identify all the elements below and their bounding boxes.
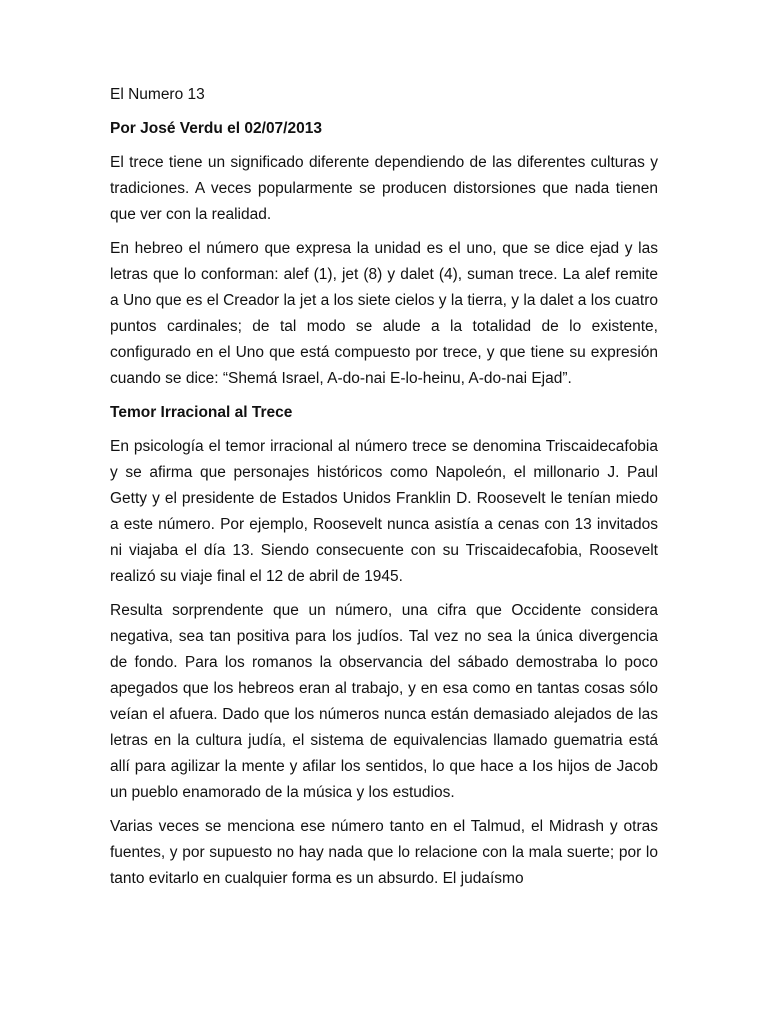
document-title: El Numero 13 <box>110 86 205 103</box>
paragraph-surprising: Resulta sorprendente que un número, una cifra que Occidente considera negativa, sea tan positiva para los judíos. Tal vez no sea la única divergencia de fondo. Para los romanos la observancia del sábado demostraba lo poco apegados que los hebreos eran al trabajo, y en esa como en tantas cosas sólo veían el afuera. Dado que los números nunca están demasiado alejados de las letras en la cultura judía, el sistema de equivalencias llamado guematria está allí para agilizar la mente y afilar los sentidos, lo que hace a Ios hijos de Jacob un pueblo enamorado de la música y los estudios. <box>110 602 658 801</box>
document-byline: Por José Verdu el 02/07/2013 <box>110 120 322 137</box>
document-page <box>110 82 658 900</box>
paragraph-hebrew-meaning: En hebreo el número que expresa la unidad es el uno, que se dice ejad y las letras que lo conforman: alef (1), jet (8) y dalet (4), suman trece. La alef remite a Uno que es el Creador la jet a los siete cielos y la tierra, y la dalet a los cuatro puntos cardinales; de tal modo se alude a la totalidad de lo existente, configurado en el Uno que está compuesto por trece, y que tiene su expresión cuando se dice: “Shemá Israel, A-do-nai E-lo-heinu, A-do-nai Ejad”. <box>110 240 658 387</box>
paragraph-intro: El trece tiene un significado diferente dependiendo de las diferentes culturas y tradiciones. A veces popularmente se producen distorsiones que nada tienen que ver con la realidad. <box>110 154 658 223</box>
section-heading: Temor Irracional al Trece <box>110 404 293 421</box>
paragraph-talmud: Varias veces se menciona ese número tanto en el Talmud, el Midrash y otras fuentes, y por supuesto no hay nada que lo relacione con la mala suerte; por lo tanto evitarlo en cualquier forma es un absurdo. El judaísmo <box>110 818 658 887</box>
paragraph-psychology: En psicología el temor irracional al número trece se denomina Triscaidecafobia y se afirma que personajes históricos como Napoleón, el millonario J. Paul Getty y el presidente de Estados Unidos Franklin D. Roosevelt le tenían miedo a este número. Por ejemplo, Roosevelt nunca asistía a cenas con 13 invitados ni viajaba el día 13. Siendo consecuente con su Triscaidecafobia, Roosevelt realizó su viaje final el 12 de abril de 1945. <box>110 438 658 585</box>
